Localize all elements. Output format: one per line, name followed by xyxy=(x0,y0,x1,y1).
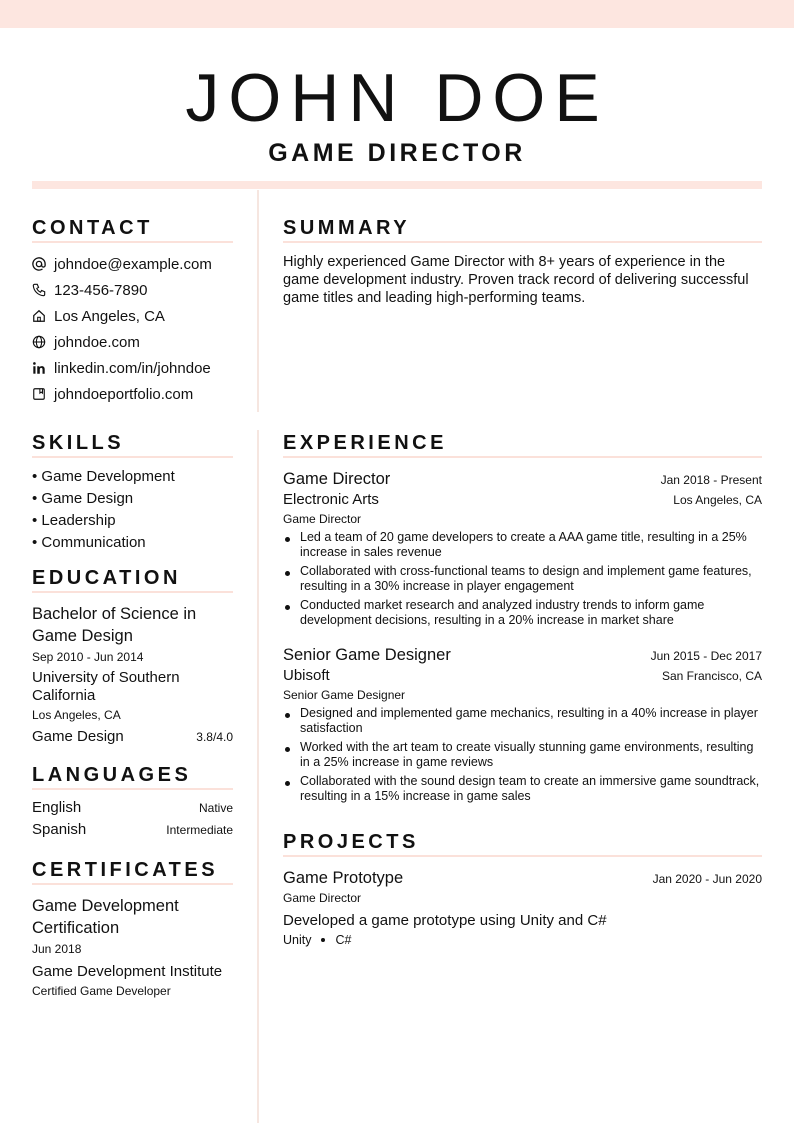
skill-item: • Game Development xyxy=(32,468,175,485)
phone-icon xyxy=(32,283,46,297)
language-level: Native xyxy=(198,801,233,815)
home-icon xyxy=(32,309,46,323)
education-location: Los Angeles, CA xyxy=(32,708,121,722)
experience-section xyxy=(283,431,762,816)
job-bullets xyxy=(283,706,762,804)
languages-section xyxy=(32,763,233,842)
project-tag: C# xyxy=(335,933,352,947)
portfolio-icon xyxy=(32,387,46,401)
language-name: Spanish xyxy=(32,821,87,838)
project-tags xyxy=(283,931,762,949)
certificates-section xyxy=(32,858,233,1000)
certificate-date: Jun 2018 xyxy=(32,942,82,956)
contact-linkedin-text: linkedin.com/in/johndoe xyxy=(54,359,211,377)
contact-location-text: Los Angeles, CA xyxy=(54,307,165,325)
contact-email-text: johndoe@example.com xyxy=(54,255,212,273)
skill-item: • Leadership xyxy=(32,512,116,529)
job-bullet: Conducted market research and analyzed industry trends to inform game development decisions, resulting in a 20% increase in market share xyxy=(283,598,762,628)
job-company: Electronic Arts xyxy=(283,491,379,508)
job-company: Ubisoft xyxy=(283,667,330,684)
project-description: Developed a game prototype using Unity and C# xyxy=(283,912,607,929)
job-role: Senior Game Designer xyxy=(283,688,406,702)
project-title-row xyxy=(283,867,762,889)
job-role: Game Director xyxy=(283,512,362,526)
job-dates: Jun 2015 - Dec 2017 xyxy=(650,649,762,663)
header-divider xyxy=(32,181,762,189)
language-row xyxy=(32,820,233,842)
job-bullet: Worked with the art team to create visually stunning game environments, resulting in a 25% increase in game reviews xyxy=(283,740,762,770)
projects-heading: PROJECTS xyxy=(283,830,762,857)
globe-icon xyxy=(32,335,46,349)
certificates-heading: CERTIFICATES xyxy=(32,858,233,885)
education-heading: EDUCATION xyxy=(32,566,233,593)
job-title-row xyxy=(283,644,762,666)
contact-portfolio[interactable] xyxy=(32,381,233,407)
job-bullet: Collaborated with cross-functional teams to design and implement game features, resulting in a 30% increase in player engagement xyxy=(283,564,762,594)
contact-location xyxy=(32,303,233,329)
summary-heading: SUMMARY xyxy=(283,216,762,243)
contact-website[interactable] xyxy=(32,329,233,355)
contact-linkedin[interactable] xyxy=(32,355,233,381)
contact-email[interactable] xyxy=(32,251,233,277)
job-bullet: Designed and implemented game mechanics, resulting in a 40% increase in player satisfaction xyxy=(283,706,762,736)
summary-text: Highly experienced Game Director with 8+ years of experience in the game development industry. Proven track record of delivering successful game titles and leading high-performing teams. xyxy=(283,254,749,306)
certificate-subtitle: Certified Game Developer xyxy=(32,984,171,998)
job-title: Game Director xyxy=(283,470,391,488)
job-dates: Jan 2018 - Present xyxy=(660,473,762,487)
candidate-name: JOHN DOE xyxy=(185,60,609,136)
linkedin-icon xyxy=(32,361,46,375)
contact-phone-text: 123-456-7890 xyxy=(54,281,148,299)
education-dates: Sep 2010 - Jun 2014 xyxy=(32,650,144,664)
job-title: Senior Game Designer xyxy=(283,646,451,664)
job-bullets xyxy=(283,530,762,628)
contact-section xyxy=(32,216,233,407)
education-field-row xyxy=(32,727,233,747)
at-icon xyxy=(32,257,46,271)
language-row xyxy=(32,798,233,820)
experience-heading: EXPERIENCE xyxy=(283,431,762,458)
experience-entry xyxy=(283,468,762,628)
top-accent-band xyxy=(0,0,794,28)
project-role: Game Director xyxy=(283,891,362,905)
education-section xyxy=(32,566,233,747)
skills-heading: SKILLS xyxy=(32,431,233,458)
contact-website-text: johndoe.com xyxy=(54,333,140,351)
job-bullet: Collaborated with the sound design team to create an immersive game soundtrack, resulting in a 15% increase in game sales xyxy=(283,774,762,804)
job-company-row xyxy=(283,666,762,686)
language-level: Intermediate xyxy=(166,823,233,837)
column-divider-bottom xyxy=(257,430,259,1123)
languages-heading: LANGUAGES xyxy=(32,763,233,790)
project-tag: Unity xyxy=(283,933,312,947)
job-bullet: Led a team of 20 game developers to create a AAA game title, resulting in a 25% increase in sales revenue xyxy=(283,530,762,560)
experience-entry xyxy=(283,644,762,804)
contact-phone[interactable] xyxy=(32,277,233,303)
job-company-row xyxy=(283,490,762,510)
resume-header xyxy=(0,60,794,168)
tag-separator xyxy=(321,938,325,942)
certificate-name: Game Development Certification xyxy=(32,897,179,937)
candidate-title: GAME DIRECTOR xyxy=(268,139,526,167)
project-dates: Jan 2020 - Jun 2020 xyxy=(652,872,762,886)
skill-item: • Communication xyxy=(32,534,146,551)
projects-section xyxy=(283,830,762,949)
contact-portfolio-text: johndoeportfolio.com xyxy=(54,385,194,403)
column-divider-top xyxy=(257,190,259,412)
summary-section xyxy=(283,216,762,307)
education-gpa: 3.8/4.0 xyxy=(196,730,233,744)
education-school: University of Southern California xyxy=(32,669,180,704)
skills-section xyxy=(32,431,233,554)
certificate-issuer: Game Development Institute xyxy=(32,963,223,980)
language-name: English xyxy=(32,799,82,816)
contact-heading: CONTACT xyxy=(32,216,233,243)
job-location: San Francisco, CA xyxy=(661,669,762,683)
job-title-row xyxy=(283,468,762,490)
job-location: Los Angeles, CA xyxy=(673,493,762,507)
education-field: Game Design xyxy=(32,728,124,745)
project-name: Game Prototype xyxy=(283,869,404,887)
education-degree: Bachelor of Science in Game Design xyxy=(32,605,197,645)
skill-item: • Game Design xyxy=(32,490,134,507)
